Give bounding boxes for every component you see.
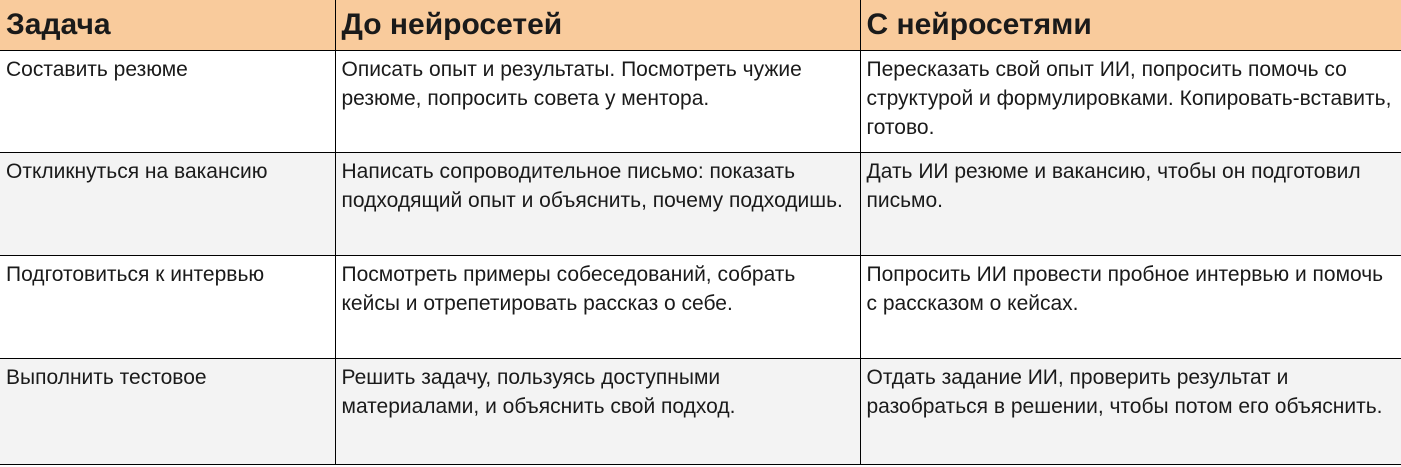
table-row: [0, 256, 1401, 359]
task-cell: Составить резюме: [0, 51, 335, 153]
task-cell: Откликнуться на вакансию: [0, 153, 335, 256]
task-cell: Подготовиться к интервью: [0, 256, 335, 359]
after-cell: Дать ИИ резюме и вакансию, чтобы он подготовил письмо.: [860, 153, 1401, 256]
after-cell: Отдать задание ИИ, проверить результат и разобраться в решении, чтобы потом его объяснить.: [860, 359, 1401, 465]
after-cell: Попросить ИИ провести пробное интервью и помочь с рассказом о кейсах.: [860, 256, 1401, 359]
before-cell: Написать сопроводительное письмо: показать подходящий опыт и объяснить, почему подходишь.: [335, 153, 860, 256]
table-row: [0, 51, 1401, 153]
header-after: С нейросетями: [860, 0, 1401, 51]
task-cell: Выполнить тестовое: [0, 359, 335, 465]
before-cell: Посмотреть примеры собеседований, собрать кейсы и отрепетировать рассказ о себе.: [335, 256, 860, 359]
header-row: [0, 0, 1401, 51]
header-task: Задача: [0, 0, 335, 51]
header-before: До нейросетей: [335, 0, 860, 51]
after-cell: Пересказать свой опыт ИИ, попросить помочь со структурой и формулировками. Копировать-вставить, готово.: [860, 51, 1401, 153]
before-cell: Описать опыт и результаты. Посмотреть чужие резюме, попросить совета у ментора.: [335, 51, 860, 153]
table-row: [0, 153, 1401, 256]
table-row: [0, 359, 1401, 465]
before-cell: Решить задачу, пользуясь доступными материалами, и объяснить свой подход.: [335, 359, 860, 465]
